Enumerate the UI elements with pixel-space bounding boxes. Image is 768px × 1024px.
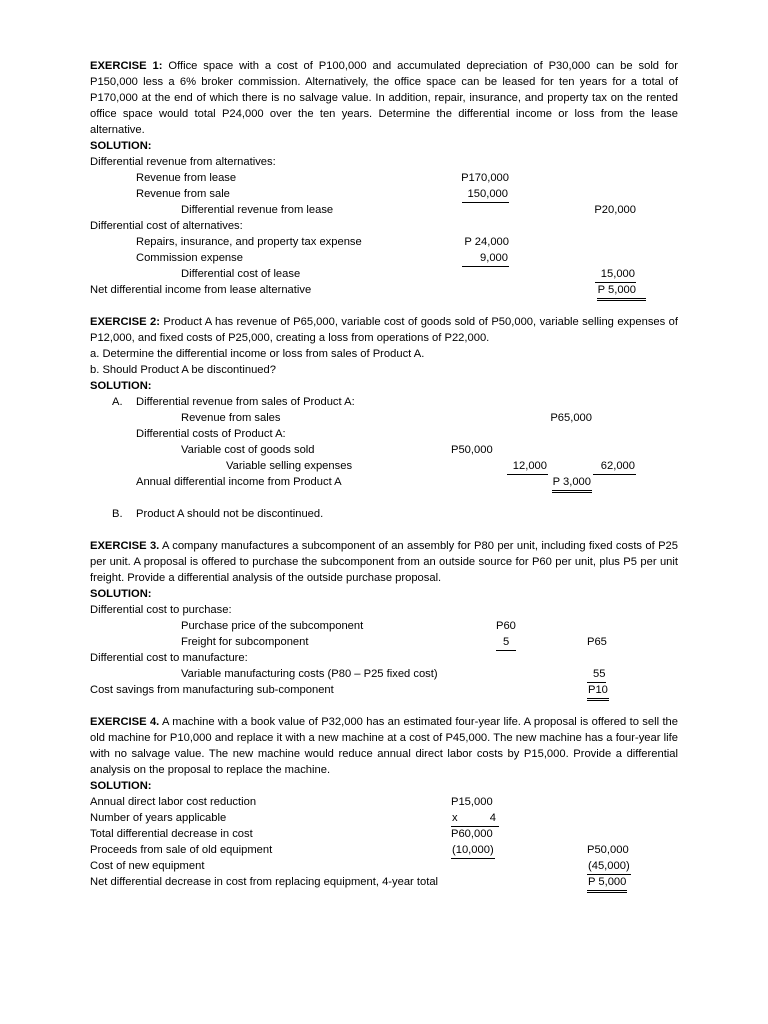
exercise-1-title: EXERCISE 1: bbox=[90, 60, 163, 72]
solution-label: SOLUTION: bbox=[90, 588, 152, 600]
line-item: Differential cost of lease 15,000 bbox=[90, 266, 678, 282]
line-item: Purchase price of the subcomponent P60 bbox=[181, 620, 516, 632]
line-item: Differential costs of Product A: bbox=[136, 428, 286, 440]
exercise-1-text: EXERCISE 1: Office space with a cost of P100,000 and accumulated depreciation of P30,000 can be sold for P150,000 less a 6% broker commission. Alternatively, the office space can be leased for ten years for a total of P170,000 at the end of which there is no salvage value. In addition, repair, insurance, and property tax on the rented office space would total P24,000 over the ten years. Determine the differential income or loss from the lease alternative. bbox=[90, 60, 679, 136]
question-a: a. Determine the differential income or loss from sales of Product A. bbox=[90, 348, 425, 360]
line-item: Variable selling expenses 12,000 62,000 bbox=[90, 458, 678, 474]
exercise-3-text: EXERCISE 3. A company manufactures a subcomponent of an assembly for P80 per unit, including fixed costs of P25 per unit. A proposal is offered to purchase the subcomponent from an outside source for P60 per unit, plus P5 per unit freight. Provide a differential analysis of the outside purchase proposal. bbox=[90, 540, 678, 584]
line-item: Revenue from lease P170,000 bbox=[136, 172, 509, 184]
line-item: Differential cost to purchase: bbox=[90, 604, 232, 616]
line-item: Number of years applicable x 4 bbox=[90, 810, 678, 826]
line-item: Net differential income from lease alternative P 5,000 bbox=[90, 282, 678, 298]
line-item: Freight for subcomponent 5 P65 bbox=[90, 634, 678, 650]
line-item: Annual differential income from Product A P 3,000 bbox=[90, 474, 678, 490]
question-b: b. Should Product A be discontinued? bbox=[90, 364, 276, 376]
line-item: Commission expense 9,000 bbox=[90, 250, 678, 266]
line-item: Repairs, insurance, and property tax expense P 24,000 bbox=[136, 236, 509, 248]
solution-label: SOLUTION: bbox=[90, 140, 152, 152]
line-item: Variable manufacturing costs (P80 – P25 fixed cost) 55 bbox=[90, 666, 678, 682]
line-item: Total differential decrease in cost P60,000 bbox=[90, 828, 493, 840]
line-item: A. Differential revenue from sales of Product A: bbox=[112, 396, 355, 408]
exercise-4-title: EXERCISE 4. bbox=[90, 716, 160, 728]
exercise-4-text: EXERCISE 4. A machine with a book value of P32,000 has an estimated four-year life. A proposal is offered to sell the old machine for P10,000 and replace it with a new machine at a cost of P45,000. The new machine has a four-year life with no salvage value. The new machine would reduce annual direct labor costs by P15,000. Provide a differential analysis on the proposal to replace the machine. bbox=[90, 716, 679, 776]
line-item: Proceeds from sale of old equipment (10,000) P50,000 bbox=[90, 842, 678, 858]
exercise-3-title: EXERCISE 3. bbox=[90, 540, 160, 552]
line-item: Cost of new equipment (45,000) bbox=[90, 858, 678, 874]
line-item: Revenue from sale 150,000 bbox=[90, 186, 678, 202]
solution-label: SOLUTION: bbox=[90, 780, 152, 792]
line-item: Annual direct labor cost reduction P15,000 bbox=[90, 796, 493, 808]
line-item: Net differential decrease in cost from replacing equipment, 4-year total P 5,000 bbox=[90, 874, 678, 890]
line-item: Variable cost of goods sold P50,000 bbox=[181, 444, 493, 456]
exercise-2-text: EXERCISE 2: Product A has revenue of P65,000, variable cost of goods sold of P50,000, variable selling expenses of P12,000, and fixed costs of P25,000, creating a loss from operations of P22,000. bbox=[90, 316, 678, 344]
line-item: Revenue from sales P65,000 bbox=[181, 412, 592, 424]
solution-label: SOLUTION: bbox=[90, 380, 152, 392]
document-page bbox=[90, 58, 678, 890]
line-item: Differential revenue from alternatives: bbox=[90, 156, 276, 168]
line-item: Differential revenue from lease P20,000 bbox=[181, 204, 636, 216]
line-item: Cost savings from manufacturing sub-component P10 bbox=[90, 682, 678, 698]
line-item: B. Product A should not be discontinued. bbox=[112, 508, 324, 520]
exercise-2-title: EXERCISE 2: bbox=[90, 316, 160, 328]
line-item: Differential cost of alternatives: bbox=[90, 220, 243, 232]
line-item: Differential cost to manufacture: bbox=[90, 652, 248, 664]
